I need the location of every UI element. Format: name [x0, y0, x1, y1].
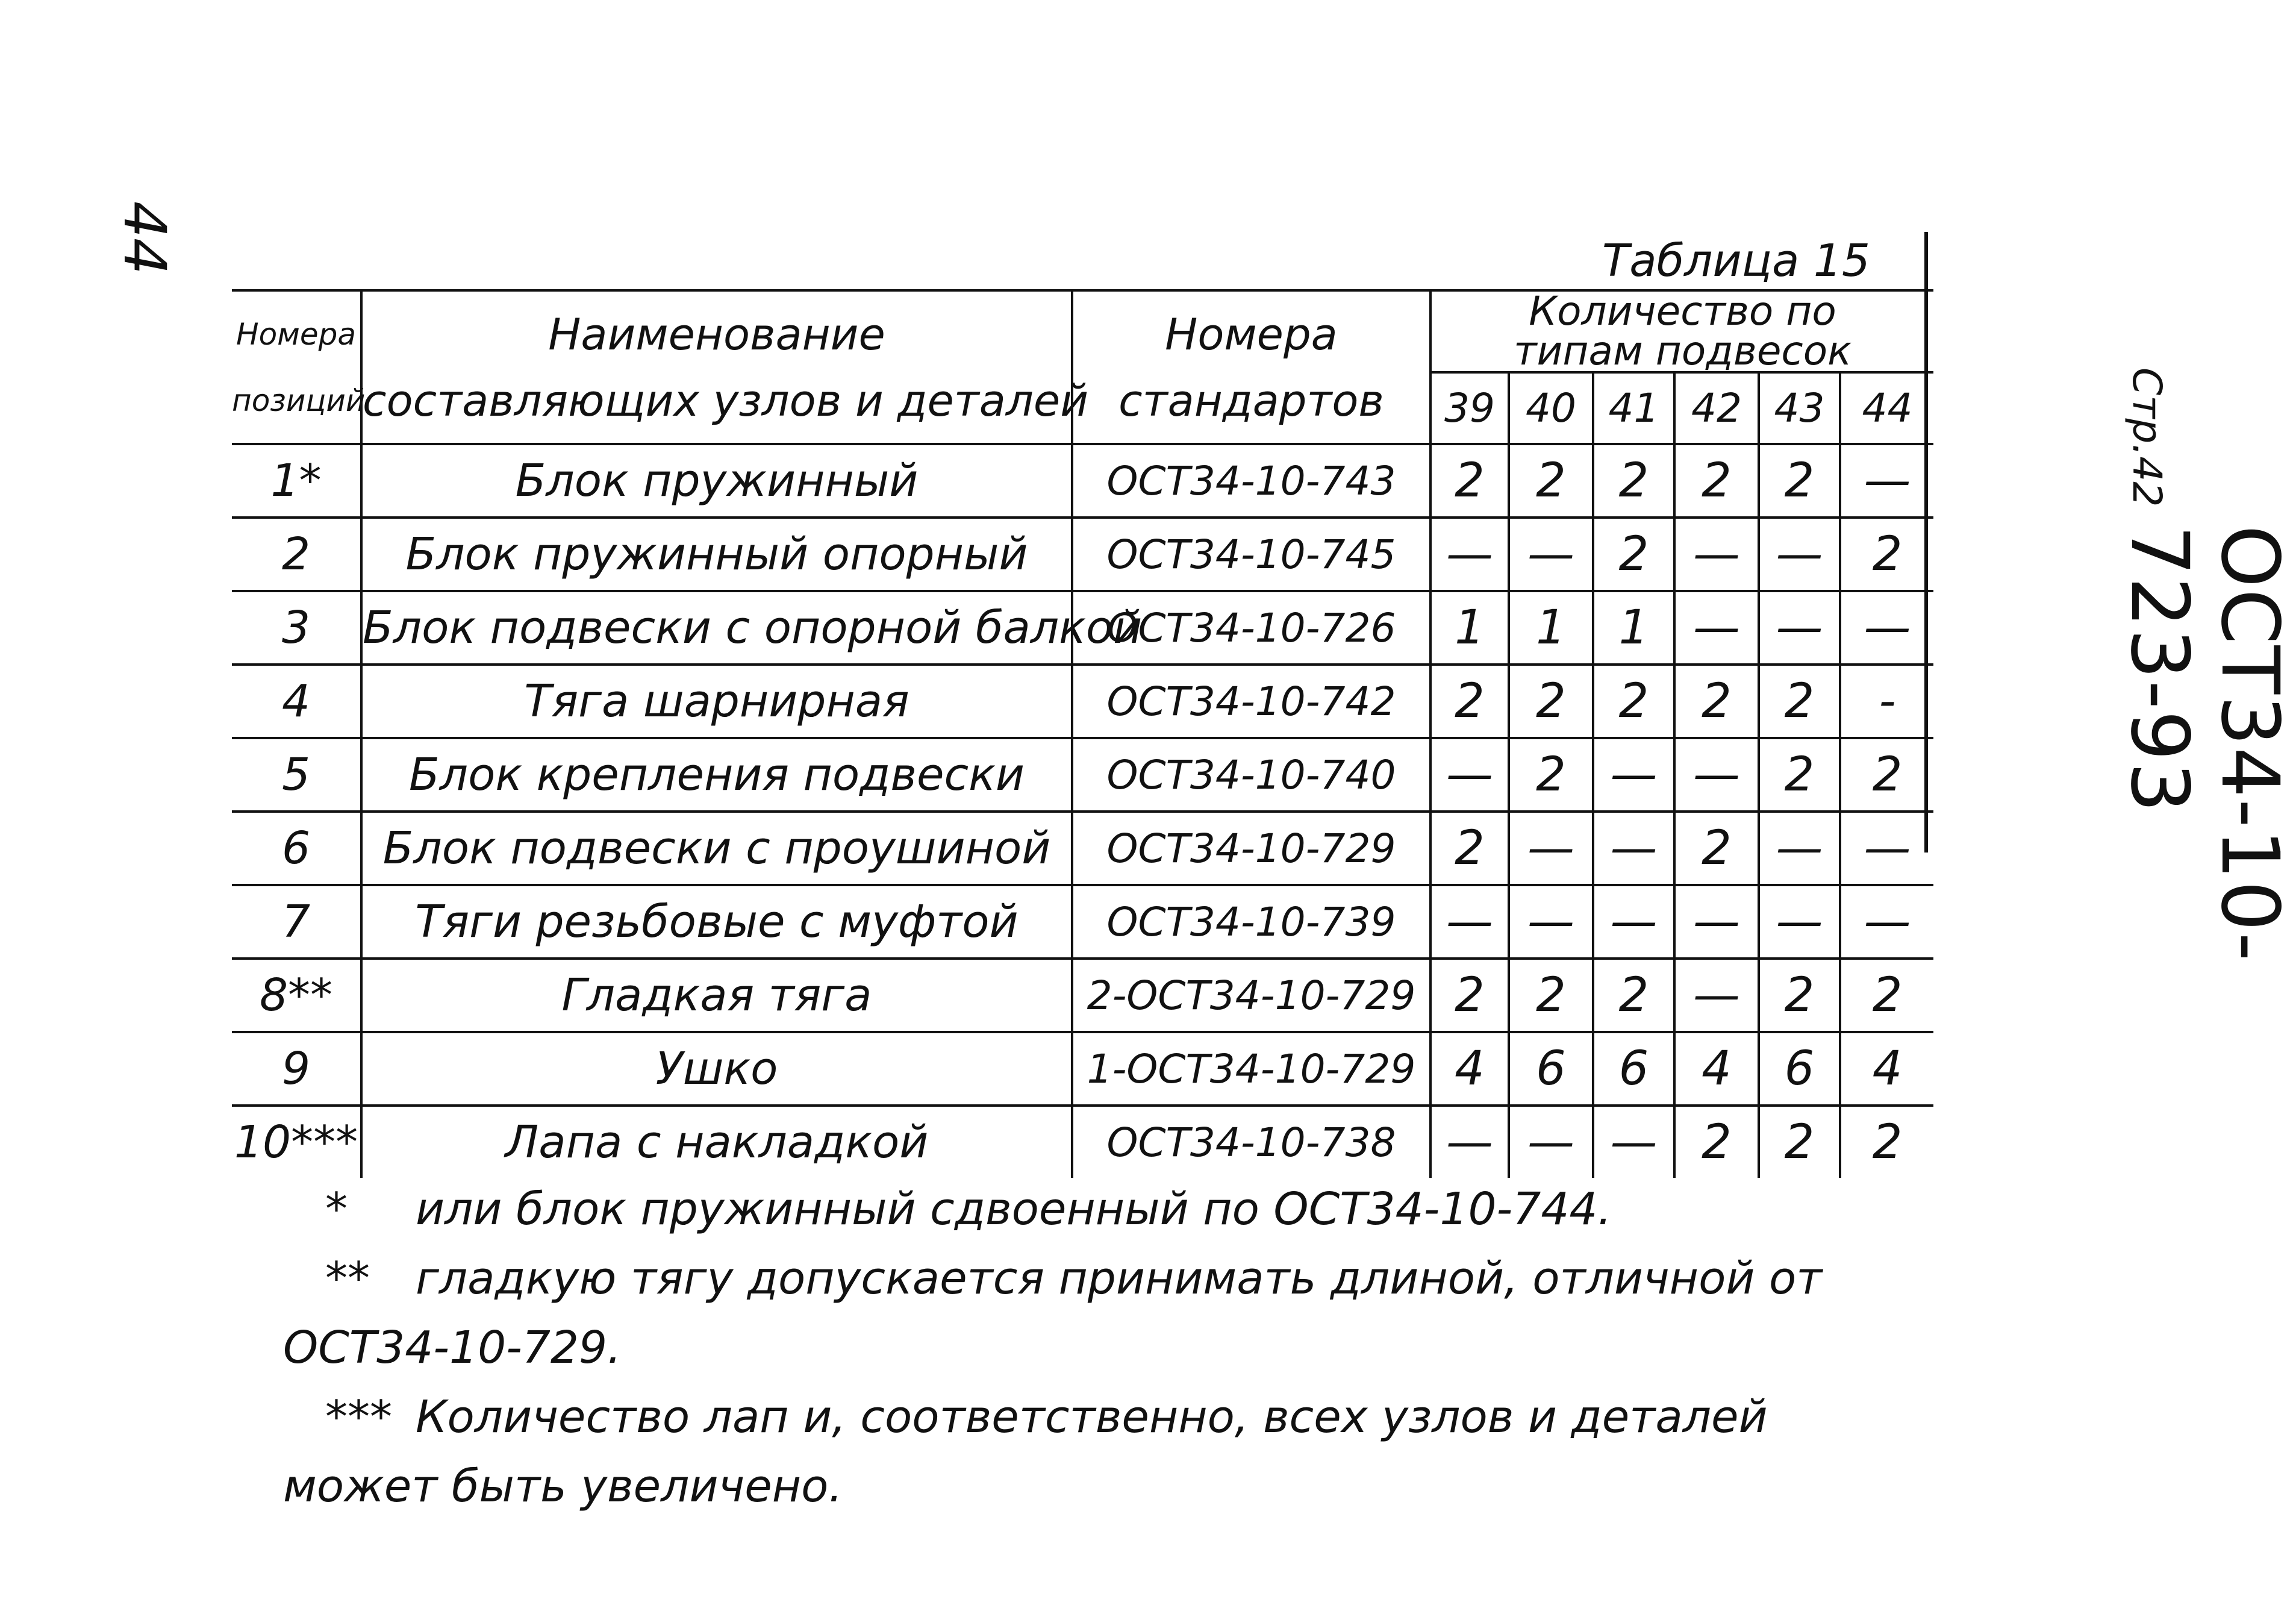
table-row	[232, 518, 1933, 591]
header-type-41: 41	[1593, 372, 1674, 444]
row-qty-41: —	[1593, 1106, 1674, 1178]
table-row	[232, 812, 1933, 885]
row-qty-44: 2	[1840, 518, 1933, 591]
row-qty-41: —	[1593, 738, 1674, 812]
row-standard: ОСТ34-10-742	[1072, 665, 1430, 738]
row-standard: ОСТ34-10-739	[1072, 885, 1430, 959]
header-standard	[1072, 290, 1430, 444]
row-name: Тяга шарнирная	[361, 665, 1072, 738]
row-qty-40: 1	[1509, 591, 1593, 665]
row-qty-42: —	[1674, 591, 1759, 665]
footnote-1-mark: *	[325, 1183, 348, 1235]
footnote-1-text: или блок пружинный сдвоенный по ОСТ34-10-744.	[416, 1183, 1612, 1235]
footnote-3-mark: ***	[325, 1391, 392, 1443]
row-name: Тяги резьбовые с муфтой	[361, 885, 1072, 959]
row-qty-39: 2	[1430, 665, 1509, 738]
components-table	[232, 289, 1933, 1178]
row-position: 9	[232, 1032, 361, 1106]
row-qty-43: 2	[1759, 444, 1840, 518]
row-qty-43: 2	[1759, 959, 1840, 1032]
row-qty-43: —	[1759, 518, 1840, 591]
row-qty-42: 2	[1674, 1106, 1759, 1178]
row-qty-40: 6	[1509, 1032, 1593, 1106]
row-position: 8**	[232, 959, 361, 1032]
row-qty-42: —	[1674, 518, 1759, 591]
table-row	[232, 959, 1933, 1032]
row-qty-42: —	[1674, 738, 1759, 812]
side-stamp-page-ref: Стр.42	[2124, 368, 2170, 507]
row-qty-44: —	[1840, 591, 1933, 665]
page-number: 44	[111, 201, 178, 275]
row-name: Лапа с накладкой	[361, 1106, 1072, 1178]
row-qty-41: 2	[1593, 665, 1674, 738]
row-position: 3	[232, 591, 361, 665]
row-qty-40: —	[1509, 812, 1593, 885]
row-qty-39: 2	[1430, 812, 1509, 885]
footnote-2-mark: **	[325, 1253, 370, 1304]
row-position: 5	[232, 738, 361, 812]
row-qty-43: 2	[1759, 1106, 1840, 1178]
row-qty-40: —	[1509, 518, 1593, 591]
row-qty-41: —	[1593, 885, 1674, 959]
table-row	[232, 1106, 1933, 1178]
header-standard-line2: стандартов	[1118, 375, 1384, 426]
header-position-line1: Номера	[236, 316, 357, 352]
row-qty-44: 2	[1840, 1106, 1933, 1178]
footnote-3-continuation: может быть увеличено.	[283, 1460, 843, 1512]
row-standard: ОСТ34-10-738	[1072, 1106, 1430, 1178]
row-qty-41: 6	[1593, 1032, 1674, 1106]
header-name-line2: составляющих узлов и деталей	[363, 375, 1088, 426]
row-name: Блок подвески с проушиной	[361, 812, 1072, 885]
row-qty-44: —	[1840, 885, 1933, 959]
table-row	[232, 591, 1933, 665]
row-qty-44: —	[1840, 812, 1933, 885]
row-position: 4	[232, 665, 361, 738]
row-qty-42: —	[1674, 959, 1759, 1032]
footnote-2-continuation: ОСТ34-10-729.	[283, 1322, 622, 1374]
header-type-42: 42	[1674, 372, 1759, 444]
row-name: Блок пружинный опорный	[361, 518, 1072, 591]
table-row	[232, 1032, 1933, 1106]
row-qty-39: —	[1430, 518, 1509, 591]
row-qty-39: —	[1430, 738, 1509, 812]
row-name: Гладкая тяга	[361, 959, 1072, 1032]
header-type-43: 43	[1759, 372, 1840, 444]
row-qty-44: 2	[1840, 738, 1933, 812]
row-qty-43: 2	[1759, 665, 1840, 738]
row-name: Блок подвески с опорной балкой	[361, 591, 1072, 665]
row-qty-43: 2	[1759, 738, 1840, 812]
header-type-40: 40	[1509, 372, 1593, 444]
row-qty-39: —	[1430, 1106, 1509, 1178]
row-standard: ОСТ34-10-745	[1072, 518, 1430, 591]
row-position: 7	[232, 885, 361, 959]
row-qty-42: 2	[1674, 812, 1759, 885]
row-qty-40: 2	[1509, 959, 1593, 1032]
row-qty-43: —	[1759, 591, 1840, 665]
row-qty-41: —	[1593, 812, 1674, 885]
row-qty-39: 1	[1430, 591, 1509, 665]
row-qty-40: —	[1509, 885, 1593, 959]
footnote-3	[283, 1383, 1849, 1452]
row-qty-42: —	[1674, 885, 1759, 959]
row-standard: ОСТ34-10-740	[1072, 738, 1430, 812]
row-qty-39: 2	[1430, 444, 1509, 518]
header-position-line2: позиций	[232, 383, 366, 418]
footnote-1	[283, 1175, 1849, 1244]
row-qty-40: —	[1509, 1106, 1593, 1178]
row-qty-42: 2	[1674, 444, 1759, 518]
row-qty-40: 2	[1509, 444, 1593, 518]
row-position: 2	[232, 518, 361, 591]
row-qty-39: 4	[1430, 1032, 1509, 1106]
footnote-2	[283, 1244, 1849, 1313]
row-name: Ушко	[361, 1032, 1072, 1106]
footnotes	[283, 1175, 1849, 1521]
header-quantity	[1430, 290, 1933, 372]
row-name: Блок пружинный	[361, 444, 1072, 518]
row-qty-44: -	[1840, 665, 1933, 738]
table-row	[232, 444, 1933, 518]
row-standard: ОСТ34-10-743	[1072, 444, 1430, 518]
row-qty-41: 1	[1593, 591, 1674, 665]
side-stamp-standard: ОСТ34-10-723-93	[2113, 525, 2296, 963]
row-qty-41: 2	[1593, 444, 1674, 518]
header-name	[361, 290, 1088, 444]
row-qty-42: 2	[1674, 665, 1759, 738]
header-quantity-line1: Количество по	[1529, 288, 1836, 334]
header-quantity-line2: типам подвесок	[1514, 328, 1851, 374]
row-qty-44: 2	[1840, 959, 1933, 1032]
row-qty-41: 2	[1593, 518, 1674, 591]
row-standard: ОСТ34-10-726	[1072, 591, 1430, 665]
row-position: 6	[232, 812, 361, 885]
header-name-line1: Наименование	[548, 308, 885, 360]
row-qty-41: 2	[1593, 959, 1674, 1032]
row-standard: 1-ОСТ34-10-729	[1072, 1032, 1430, 1106]
row-qty-39: —	[1430, 885, 1509, 959]
row-qty-43: —	[1759, 885, 1840, 959]
table-title: Таблица 15	[1602, 235, 1870, 287]
row-standard: ОСТ34-10-729	[1072, 812, 1430, 885]
row-standard: 2-ОСТ34-10-729	[1072, 959, 1430, 1032]
header-position	[232, 290, 366, 444]
row-qty-42: 4	[1674, 1032, 1759, 1106]
header-type-44: 44	[1840, 372, 1933, 444]
row-qty-43: —	[1759, 812, 1840, 885]
side-stamp	[2113, 368, 2296, 988]
table-row	[232, 665, 1933, 738]
row-qty-39: 2	[1430, 959, 1509, 1032]
row-position: 1*	[232, 444, 361, 518]
footnote-3-text: Количество лап и, соответственно, всех узлов и деталей	[416, 1391, 1768, 1443]
row-qty-40: 2	[1509, 665, 1593, 738]
row-qty-44: 4	[1840, 1032, 1933, 1106]
header-type-39: 39	[1430, 372, 1509, 444]
row-position: 10***	[232, 1106, 361, 1178]
row-qty-44: —	[1840, 444, 1933, 518]
footnote-2-text: гладкую тягу допускается принимать длиной, отличной от	[416, 1253, 1823, 1304]
row-qty-40: 2	[1509, 738, 1593, 812]
row-name: Блок крепления подвески	[361, 738, 1072, 812]
table-row	[232, 885, 1933, 959]
table-row	[232, 738, 1933, 812]
row-qty-43: 6	[1759, 1032, 1840, 1106]
header-standard-line1: Номера	[1165, 308, 1338, 360]
